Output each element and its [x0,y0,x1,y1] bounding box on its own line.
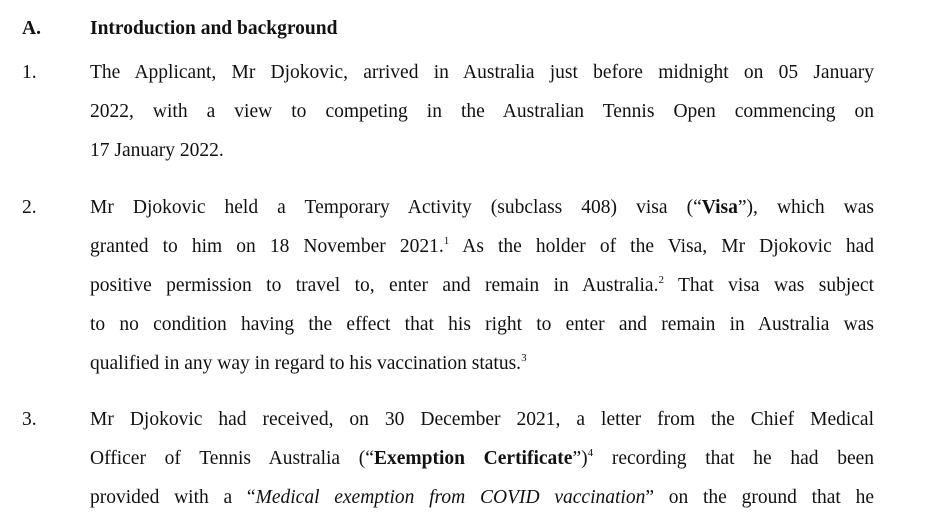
footnote-ref[interactable]: 1 [443,235,450,247]
paragraph-line: positive permission to travel to, enter and remain in Australia.$^2$ That visa was subject [90,274,874,296]
quoted-term: Medical exemption from COVID vaccination [255,487,646,508]
defined-term: Exemption Certificate [373,448,573,469]
section-heading: Introduction and background [90,18,338,39]
footnote-ref[interactable]: 2 [658,274,664,286]
paragraph-number: 3. [22,409,37,430]
paragraph-line: granted to him on 18 November 2021.$^1$ As the holder of the Visa, Mr Djokovic had [90,235,874,257]
paragraph-line: Mr Djokovic held a Temporary Activity (subclass 408) visa (“Visa”), which was [90,197,874,218]
footnote-ref[interactable]: 4 [587,447,594,459]
paragraph-line: provided with a “Medical exemption from COVID vaccination” on the ground that he [90,487,875,508]
paragraph-number: 1. [22,62,37,83]
defined-term: Visa [701,197,738,218]
paragraph-line: 17 January 2022. [90,140,224,161]
section-label: A. [22,18,41,39]
paragraph-line: to no condition having the effect that his right to enter and remain in Australia was [90,314,874,335]
paragraph-line: qualified in any way in regard to his vaccination status.$^3$ [90,352,527,374]
paragraph-number: 2. [22,197,37,218]
paragraph-line: 2022, with a view to competing in the Australian Tennis Open commencing on [90,101,874,122]
paragraph-line: Mr Djokovic had received, on 30 December 2021, a letter from the Chief Medical [90,409,874,430]
footnote-ref[interactable]: 3 [521,352,527,364]
paragraph-2 [90,188,874,383]
paragraph-3 [90,400,874,517]
paragraph-line: Officer of Tennis Australia (“Exemption Certificate”)$^4$ recording that he had been [90,447,875,469]
paragraph-1 [90,53,874,170]
paragraph-line: The Applicant, Mr Djokovic, arrived in Australia just before midnight on 05 January [90,62,874,83]
